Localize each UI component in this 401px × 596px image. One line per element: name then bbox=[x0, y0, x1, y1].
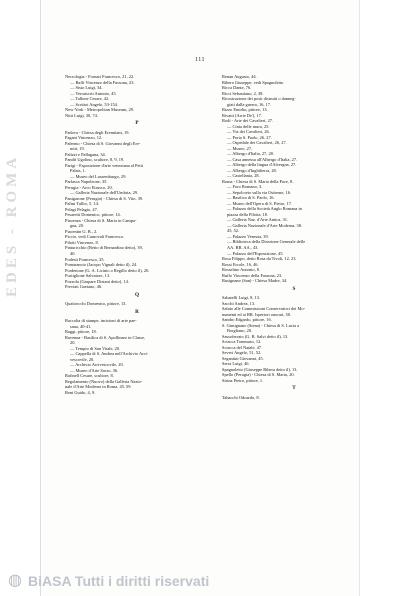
index-entry: miti, 19. bbox=[70, 146, 85, 152]
index-entry: Palais, 1. bbox=[70, 168, 86, 174]
index-entry: Pomarancio (Jacopo Vignali detto il), 24. bbox=[65, 262, 138, 268]
index-entry: Nitti Luigi, 30, 74. bbox=[65, 112, 98, 118]
index-entry: gna, 20. bbox=[70, 223, 85, 229]
index-entry: — Palazzo dell'Esposizione, 45. bbox=[227, 250, 284, 256]
index-entry: Rusignano (San) - Chiesa Madre, 34. bbox=[222, 278, 288, 284]
index-entry: — Albergo d'Inghilterra, 28. bbox=[227, 167, 277, 173]
index-entry: Piacentin G. B., 2. bbox=[65, 228, 98, 234]
index-entry: Sassoferrato (G. B. Salvi detto il), 13. bbox=[222, 333, 289, 339]
biasa-logo-icon: ◍ bbox=[8, 572, 22, 589]
index-entry: Spello (Perugia) - Chiesa di S. Maria, 20. bbox=[222, 372, 295, 378]
index-entry: — Museo, 27. bbox=[227, 145, 253, 151]
index-entry: Raccolta di stampe, incisioni di arte pae- bbox=[65, 318, 137, 324]
index-entry: Saluto alle Commissioni Conservatrici dei Mo- bbox=[222, 306, 306, 312]
index-entry: New-York - Metropolitan Museum, 29. bbox=[65, 107, 135, 113]
index-entry: — Tempio di San Vitale, 20. bbox=[70, 345, 121, 351]
index-entry: Pelagi Pelagio, 47. bbox=[65, 206, 98, 212]
index-entry: Ribera Giuseppe, vedi Spagnoletto. bbox=[222, 79, 285, 85]
index-entry: — Via dei Cavalieri, 26. bbox=[227, 129, 270, 135]
index-entry: Ricci Sebastiano, 2, 38. bbox=[222, 90, 264, 96]
index-entry: Ruffo Vincenzo della Fassona, 23. bbox=[222, 272, 283, 278]
index-column-right bbox=[222, 74, 366, 400]
index-entry: Tabacchi Odoardo, 8. bbox=[222, 394, 260, 400]
index-entry: Quattrocchi Domenico, pittore, 13. bbox=[65, 301, 127, 307]
index-entry: Rafinell Cesare, scultore, 8. bbox=[65, 373, 114, 379]
index-entry: piazza della Pilotta, 18. bbox=[227, 211, 269, 217]
index-entry: Panigarone (Perugia) - Chiesa di S. Vito, 39. bbox=[65, 195, 144, 201]
index-entry: — Museo del Lussemburgo, 29. bbox=[70, 173, 127, 179]
index-entry: — Cinta delle mura, 25. bbox=[227, 123, 270, 129]
index-entry: Rizzo Emidio, pittore, 13. bbox=[222, 107, 268, 113]
index-entry: Sabatelli Luigi, 8, 13. bbox=[222, 295, 261, 301]
index-entry: Rossi Ercole, 16, 46. bbox=[222, 261, 259, 267]
index-entry: Palini Tullio, 5, 14. bbox=[65, 201, 99, 207]
index-entry: Necrologia - Fornari Francesco, 21, 22. bbox=[65, 74, 135, 79]
index-entry: 45, 52. bbox=[227, 228, 240, 234]
index-entry: Pagani Vincenzo, 12. bbox=[65, 135, 103, 141]
index-entry: Parlasca Napoleone, 35. bbox=[65, 179, 108, 185]
index-entry: Sacchi Andrea, 13. bbox=[222, 300, 256, 306]
index-entry: Sandro Edgardo, pittore, 16. bbox=[222, 317, 272, 323]
index-entry: AA. BB. AA., 43. bbox=[227, 244, 259, 250]
index-entry: Piacenza - Chiesa di S. Maria in Campa- bbox=[65, 217, 137, 223]
section-letter: R bbox=[135, 308, 139, 315]
index-entry: 40. bbox=[70, 250, 76, 256]
index-entry: — Verratscrti Antonio, 45. bbox=[70, 90, 117, 96]
index-entry: Ravenna - Basilica di S. Apollinare in Classe, bbox=[65, 334, 146, 340]
index-entry: — Foro Romano, 3. bbox=[227, 184, 263, 190]
index-entry: — Palazzo della Società Anglo Romana in bbox=[227, 206, 302, 212]
index-entry: Severi Angelo, 51, 52. bbox=[222, 350, 262, 356]
index-entry: Spagnoletto (Giuseppe Ribera detto il), 13. bbox=[222, 366, 298, 372]
index-entry: numenti ed ai RR. Ispettori onorari, 50. bbox=[222, 311, 292, 317]
index-entry: Reni Guido, 4, 9. bbox=[65, 389, 96, 395]
index-entry: — Porta S. Paolo, 26, 27. bbox=[227, 134, 272, 140]
index-entry: Sciacca del Natale, 47. bbox=[222, 344, 263, 350]
index-entry: Palermo - Chiesa di S. Giovanni degli Ere- bbox=[65, 140, 141, 146]
index-entry: nale d'Arte Moderna in Roma, 45, 59. bbox=[65, 384, 132, 390]
index-entry: Sciacca Tommaso, 12. bbox=[222, 339, 262, 345]
index-entry: Podesti Francesco, 35. bbox=[65, 256, 105, 262]
index-entry: giati dalla guerra, 16, 17. bbox=[227, 101, 272, 107]
index-entry: Segantini Giovanni, 45. bbox=[222, 355, 264, 361]
index-entry: — Albergo della lingua d'Alvergna, 27. bbox=[227, 162, 297, 168]
index-entry: Padova - Chiesa degli Eremitani, 19. bbox=[65, 129, 130, 135]
index-entry: — Palazzo Venezia, 39. bbox=[227, 233, 269, 239]
index-entry: — Scrittoi Angelo, 53-154. bbox=[70, 101, 118, 107]
index-entry: — Castellania, 28. bbox=[227, 173, 260, 179]
section-letter: P bbox=[135, 120, 139, 127]
index-entry: — Biblioteca della Direzione Generale delle bbox=[227, 239, 306, 245]
index-entry: Parigi - Esposizione d'arte veneziana al Petit bbox=[65, 162, 144, 168]
index-entry: Serra Luigi, 46. bbox=[222, 361, 250, 367]
library-stamp: EDES - ROMA bbox=[4, 153, 20, 297]
index-entry: Pordenone (G. A. Licinio o Regillo detto il), 20. bbox=[65, 267, 150, 273]
index-entry: — Sepolcreto sulla via Ostiense, 16. bbox=[227, 189, 292, 195]
index-entry: S. Gimignano (Siena) - Chiesa di S. Lucia a bbox=[222, 322, 300, 328]
index-entry: Strina Pietro, pittore, 1. bbox=[222, 377, 264, 383]
index-entry: Pilotti Vincenzo, 8. bbox=[65, 239, 99, 245]
index-entry: — Archivio Arcivescovile, 20. bbox=[70, 362, 124, 368]
index-entry: Postiglione Salvatore, 13. bbox=[65, 273, 111, 279]
index-entry: — Albergo d'Italia, 27, 28. bbox=[227, 151, 274, 157]
index-entry: — Basilica di S. Paolo, 16. bbox=[227, 195, 275, 201]
index-entry: sana, 40-41. bbox=[70, 323, 92, 329]
index-entry: Piccio, vedi Carnovali Francesco. bbox=[65, 234, 125, 240]
section-letter: T bbox=[292, 385, 296, 392]
index-entry: Perugia - Arco Etrusco, 20. bbox=[65, 184, 113, 190]
watermark-text: BiASA Tutti i diritti riservati bbox=[28, 573, 210, 589]
index-entry: Pozzola (Gaspare Diziani detto), 14. bbox=[65, 278, 129, 284]
index-entry: Renan Augusto, 44. bbox=[222, 74, 257, 79]
index-entry: — Casa annessa all'Albergo d'Italia, 27. bbox=[227, 156, 298, 162]
index-entry: Raggi, pittore, 18. bbox=[65, 329, 97, 335]
index-entry: — Ospedale dei Cavalieri, 26, 27. bbox=[227, 140, 287, 146]
index-entry: Pesaretti Domenico, pittore, 14. bbox=[65, 212, 121, 218]
index-entry: vescovile, 20. bbox=[70, 356, 95, 362]
section-letter: S bbox=[292, 285, 296, 292]
index-entry: Roma - Chiesa di S. Maria della Pace, 8. bbox=[222, 178, 294, 184]
index-entry: Borgliano, 20. bbox=[227, 328, 253, 334]
index-entry: Rivatti (Arrie De'), 17. bbox=[222, 112, 262, 118]
index-entry: Previati Gaetano, 46. bbox=[65, 284, 103, 290]
index-entry: Pandit Ugolino, scultore, 8, 9, 19. bbox=[65, 157, 125, 163]
index-entry: — Galleria Nazionale d'Arte Moderna, 38. bbox=[227, 222, 303, 228]
index-entry: Rodi - Arte dei Cavalieri, 27. bbox=[222, 118, 274, 124]
index-column-left bbox=[65, 74, 209, 395]
index-entry: Palizzi e Pallagana, 34. bbox=[65, 151, 106, 157]
index-entry: Rosa Filippo, detto Rosa da Tivoli, 12, 23. bbox=[222, 256, 297, 262]
index-entry: — Galleria Naz. d'Arte Antica, 31. bbox=[227, 217, 289, 223]
index-entry: — Tallone Cesare, 42. bbox=[70, 96, 110, 102]
section-letter: Q bbox=[134, 291, 140, 298]
index-entry: — Cappella di S. Andrea nell'Archivio Arci- bbox=[70, 351, 149, 357]
page-folio: 111 bbox=[194, 57, 206, 63]
index-entry: Regolamento (Nuovo) della Galleria Nazio- bbox=[65, 378, 143, 384]
index-entry: — Galleria Nazionale dell'Umbria, 29. bbox=[70, 190, 139, 196]
index-entry: Ricca Dante, 76. bbox=[222, 85, 252, 91]
index-page bbox=[40, 0, 360, 596]
index-entry: Rosselino Antonio, 8. bbox=[222, 267, 261, 273]
index-entry: Pinturicchio (Betto di Bernardino detto), 39, bbox=[65, 245, 143, 251]
index-entry: — Raffi Vincenzo della Fassona, 23. bbox=[70, 79, 135, 85]
index-entry: — Sisto Luigi, 34. bbox=[70, 85, 103, 91]
index-entry: 20. bbox=[70, 340, 76, 346]
index-entry: Ricostruzione dei posti distrutti o danneg- bbox=[222, 96, 296, 102]
index-entry: — Museo dell'Opera di S. Pietro, 17. bbox=[227, 200, 293, 206]
index-entry: — Museo d'Arte Sacro, 36. bbox=[70, 367, 119, 373]
watermark-footer bbox=[0, 566, 401, 596]
